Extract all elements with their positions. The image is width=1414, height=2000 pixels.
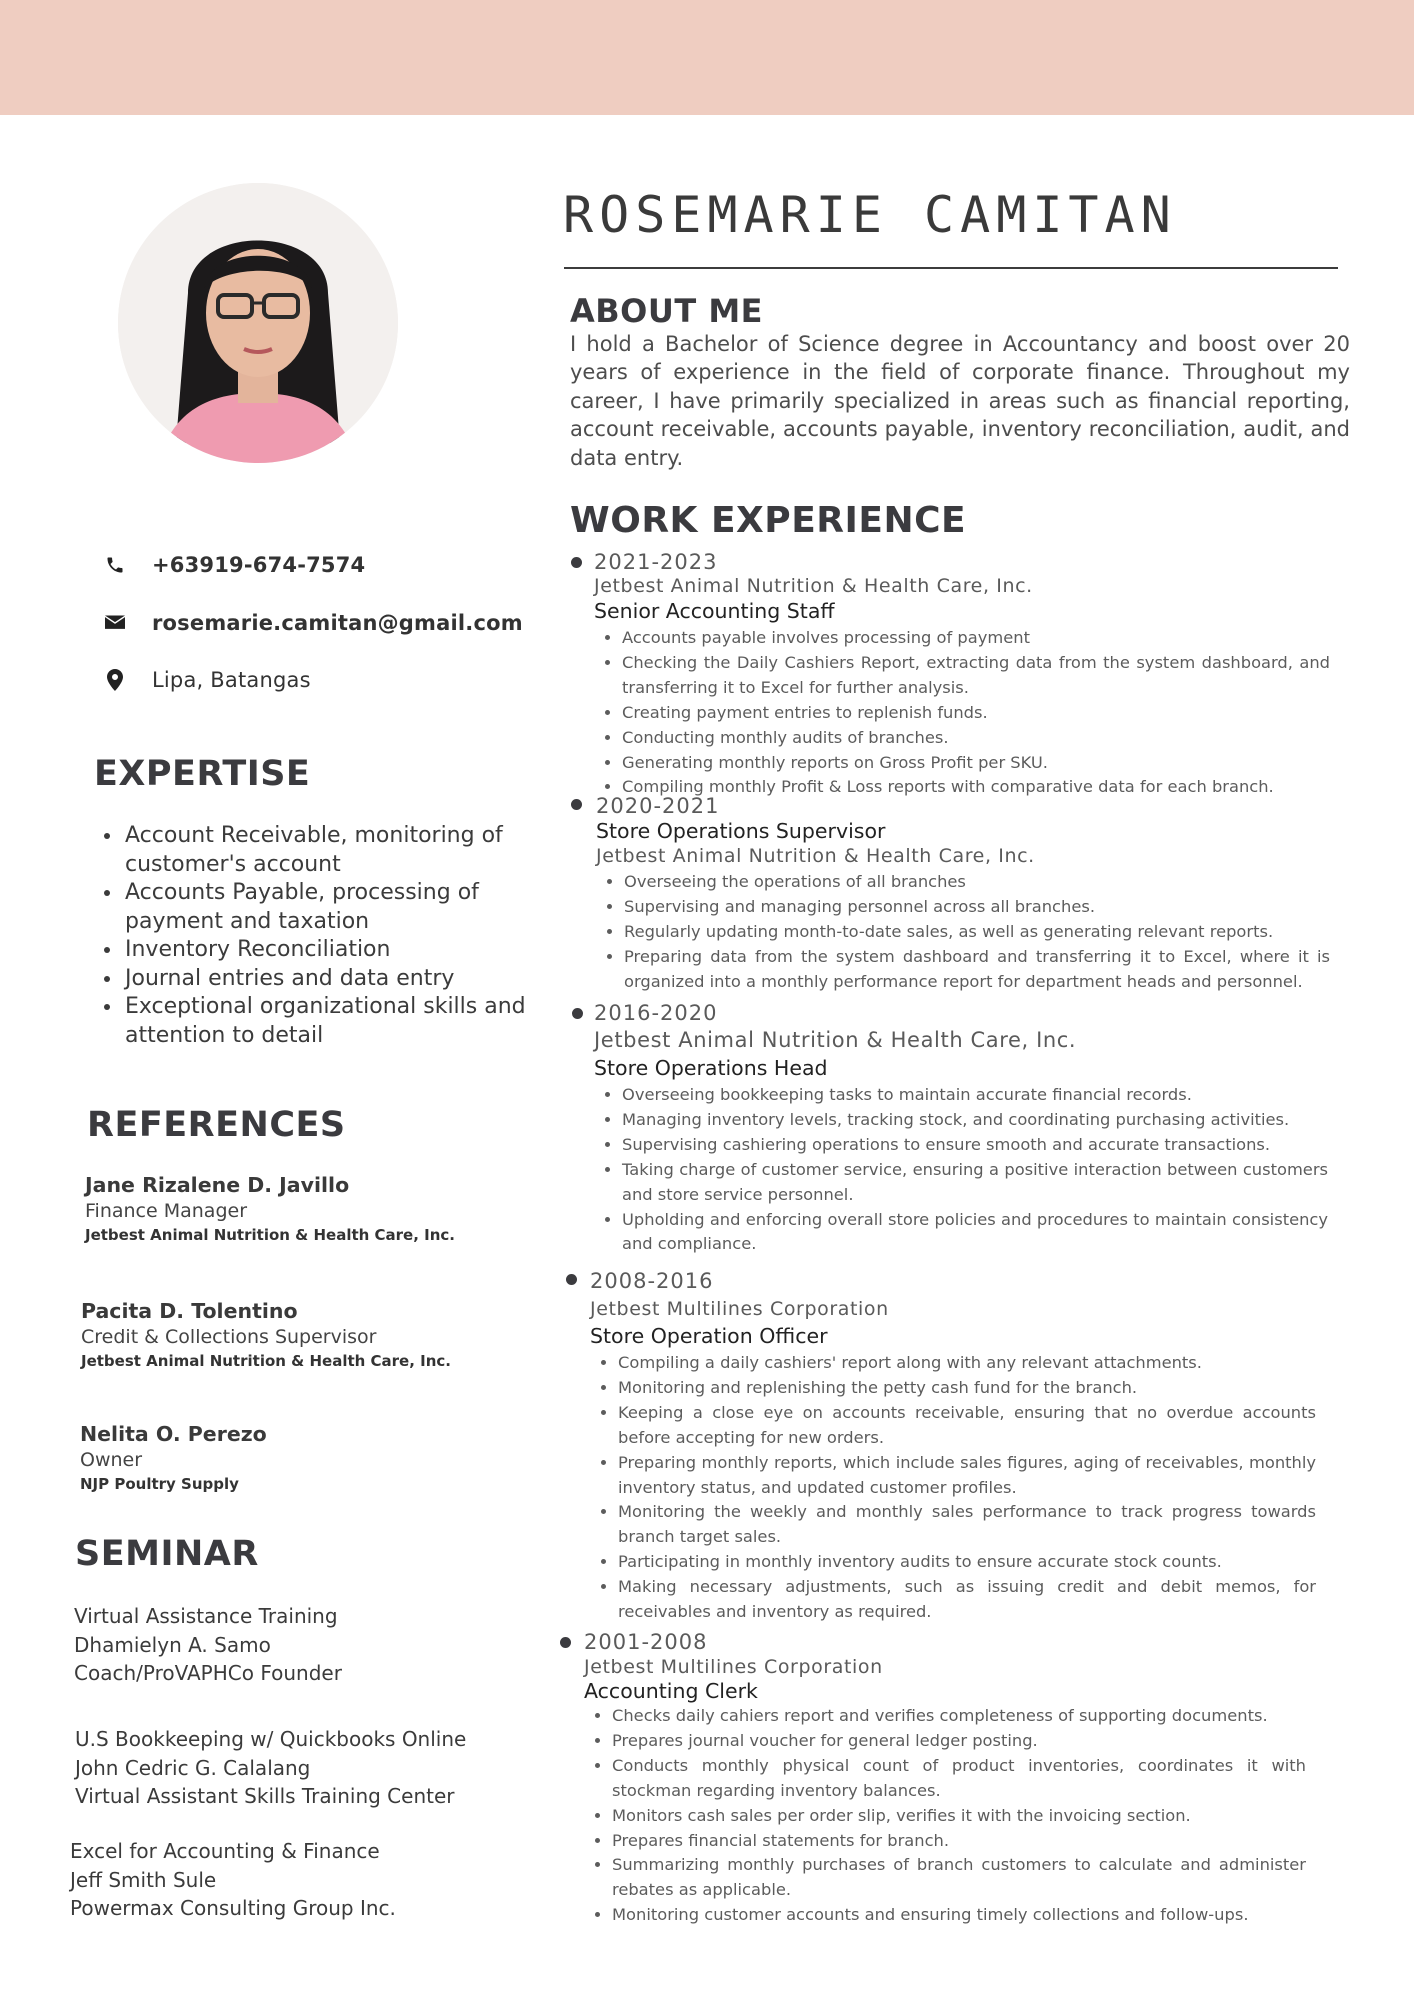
seminar-course: Virtual Assistance Training <box>74 1604 338 1628</box>
list-item: • Supervising cashiering operations to ensure smooth and accurate transactions. <box>622 1133 1328 1158</box>
candidate-name: ROSEMARIE CAMITAN <box>563 186 1177 244</box>
header-divider <box>564 267 1338 269</box>
seminar-speaker: Jeff Smith Sule <box>70 1867 217 1892</box>
job-role: Accounting Clerk <box>584 1679 758 1703</box>
reference-item <box>85 1171 455 1246</box>
reference-title: Finance Manager <box>85 1200 248 1222</box>
list-item: • Managing inventory levels, tracking stock, and coordinating purchasing activities. <box>622 1108 1328 1133</box>
list-item: • Preparing data from the system dashboard and transferring it to Excel, where it is organized into a monthly performance report for department heads and personnel. <box>624 945 1330 995</box>
email-address[interactable]: rosemarie.camitan@gmail.com <box>152 611 523 635</box>
job-years: 2021-2023 <box>594 550 718 574</box>
list-item: • Prepares financial statements for branch. <box>612 1829 1306 1854</box>
list-item: • Monitoring and replenishing the petty cash fund for the branch. <box>618 1376 1316 1401</box>
job-years: 2016-2020 <box>594 1001 718 1025</box>
about-text: I hold a Bachelor of Science degree in Accountancy and boost over 20 years of experience in the field of corporate finance. Throughout my career, I have primarily specialized in areas such as financial reporting, account receivable, accounts payable, inventory reconciliation, audit, and data entry. <box>570 332 1350 470</box>
job-duties <box>596 870 1330 995</box>
reference-name: Pacita D. Tolentino <box>81 1299 298 1323</box>
job-company: Jetbest Animal Nutrition & Health Care, Inc. <box>596 845 1035 867</box>
contact-phone <box>104 550 365 580</box>
expertise-list <box>95 822 543 1050</box>
reference-company: Jetbest Animal Nutrition & Health Care, Inc. <box>81 1352 451 1370</box>
list-item: • Keeping a close eye on accounts receivable, ensuring that no overdue accounts before accepting for new orders. <box>618 1401 1316 1451</box>
list-item: • Prepares journal voucher for general ledger posting. <box>612 1729 1306 1754</box>
job-years: 2020-2021 <box>596 794 720 818</box>
expertise-heading: EXPERTISE <box>94 754 311 794</box>
about-heading: ABOUT ME <box>570 292 764 330</box>
seminar-organization: Coach/ProVAPHCo Founder <box>74 1661 342 1685</box>
reference-company: Jetbest Animal Nutrition & Health Care, Inc. <box>85 1226 455 1244</box>
list-item: • Accounts Payable, processing of payment and taxation <box>123 879 543 936</box>
location: Lipa, Batangas <box>152 668 311 692</box>
list-item: • Checks daily cahiers report and verifies completeness of supporting documents. <box>612 1704 1306 1729</box>
reference-company: NJP Poultry Supply <box>80 1475 239 1493</box>
list-item: • Taking charge of customer service, ensuring a positive interaction between customers and store service personnel. <box>622 1158 1328 1208</box>
reference-item <box>80 1420 267 1495</box>
profile-photo <box>118 183 398 463</box>
contact-email <box>104 608 523 638</box>
job-company: Jetbest Multilines Corporation <box>590 1298 889 1320</box>
list-item: • Checking the Daily Cashiers Report, extracting data from the system dashboard, and transferring it to Excel for further analysis. <box>622 651 1330 701</box>
phone-icon <box>104 554 126 576</box>
list-item: • Preparing monthly reports, which include sales figures, aging of receivables, monthly inventory status, and updated customer profiles. <box>618 1451 1316 1501</box>
seminar-speaker: John Cedric G. Calalang <box>75 1755 311 1780</box>
list-item: • Accounts payable involves processing of payment <box>622 626 1330 651</box>
list-item: • Monitors cash sales per order slip, verifies it with the invoicing section. <box>612 1804 1306 1829</box>
list-item: • Overseeing the operations of all branches <box>624 870 1330 895</box>
reference-item <box>81 1297 451 1372</box>
list-item: • Making necessary adjustments, such as issuing credit and debit memos, for receivables and inventory as required. <box>618 1575 1316 1625</box>
job-years: 2008-2016 <box>590 1269 714 1293</box>
list-item: • Monitoring customer accounts and ensuring timely collections and follow-ups. <box>612 1903 1306 1928</box>
list-item: • Generating monthly reports on Gross Profit per SKU. <box>622 751 1330 776</box>
timeline-dot <box>572 1008 583 1019</box>
seminar-course: U.S Bookkeeping w/ Quickbooks Online <box>75 1727 467 1751</box>
timeline-dot <box>560 1637 571 1648</box>
list-item: • Supervising and managing personnel across all branches. <box>624 895 1330 920</box>
reference-name: Nelita O. Perezo <box>80 1422 267 1446</box>
timeline-dot <box>566 1274 577 1285</box>
job-entry <box>596 794 1330 995</box>
timeline-dot <box>571 557 582 568</box>
job-duties <box>594 1083 1328 1257</box>
job-duties <box>590 1351 1316 1625</box>
work-experience-heading: WORK EXPERIENCE <box>570 500 967 541</box>
list-item: • Creating payment entries to replenish funds. <box>622 701 1330 726</box>
reference-title: Credit & Collections Supervisor <box>81 1326 377 1348</box>
job-role: Store Operations Head <box>594 1056 828 1080</box>
list-item: • Exceptional organizational skills and attention to detail <box>123 993 543 1050</box>
job-duties <box>584 1704 1306 1928</box>
seminar-item <box>74 1602 342 1688</box>
seminar-organization: Powermax Consulting Group Inc. <box>70 1896 396 1920</box>
seminar-item <box>70 1837 396 1923</box>
job-role: Senior Accounting Staff <box>594 599 835 623</box>
envelope-icon <box>104 612 126 634</box>
timeline-dot <box>571 799 582 810</box>
list-item: • Conducts monthly physical count of product inventories, coordinates it with stockman regarding inventory balances. <box>612 1754 1306 1804</box>
job-role: Store Operations Supervisor <box>596 819 886 843</box>
job-years: 2001-2008 <box>584 1630 708 1654</box>
list-item: • Compiling a daily cashiers' report along with any relevant attachments. <box>618 1351 1316 1376</box>
list-item: • Participating in monthly inventory audits to ensure accurate stock counts. <box>618 1550 1316 1575</box>
job-duties <box>594 626 1330 800</box>
phone-number[interactable]: +63919-674-7574 <box>152 553 366 577</box>
job-company: Jetbest Animal Nutrition & Health Care, Inc. <box>594 1028 1077 1052</box>
location-pin-icon <box>104 669 126 691</box>
list-item: • Summarizing monthly purchases of branch customers to calculate and administer rebates as applicable. <box>612 1853 1306 1903</box>
seminar-speaker: Dhamielyn A. Samo <box>74 1632 271 1657</box>
seminar-heading: SEMINAR <box>75 1534 259 1574</box>
contact-location <box>104 665 311 695</box>
list-item: • Regularly updating month-to-date sales, as well as generating relevant reports. <box>624 920 1330 945</box>
job-company: Jetbest Animal Nutrition & Health Care, Inc. <box>594 575 1033 597</box>
list-item: • Inventory Reconciliation <box>123 936 543 965</box>
seminar-organization: Virtual Assistant Skills Training Center <box>75 1784 455 1808</box>
list-item: • Conducting monthly audits of branches. <box>622 726 1330 751</box>
list-item: • Journal entries and data entry <box>123 965 543 994</box>
job-entry <box>594 1001 1328 1257</box>
reference-name: Jane Rizalene D. Javillo <box>85 1173 350 1197</box>
list-item: • Upholding and enforcing overall store policies and procedures to maintain consistency and compliance. <box>622 1208 1328 1258</box>
list-item: • Monitoring the weekly and monthly sales performance to track progress towards branch target sales. <box>618 1500 1316 1550</box>
list-item: • Overseeing bookkeeping tasks to maintain accurate financial records. <box>622 1083 1328 1108</box>
job-role: Store Operation Officer <box>590 1324 828 1348</box>
seminar-item <box>75 1725 466 1811</box>
job-entry <box>594 550 1330 800</box>
list-item: • Account Receivable, monitoring of customer's account <box>123 822 543 879</box>
list-item: • Compiling monthly Profit & Loss reports with comparative data for each branch. <box>622 775 1330 800</box>
references-heading: REFERENCES <box>87 1105 346 1145</box>
header-band <box>0 0 1414 115</box>
job-entry <box>584 1630 1306 1928</box>
seminar-course: Excel for Accounting & Finance <box>70 1839 380 1863</box>
job-company: Jetbest Multilines Corporation <box>584 1656 883 1678</box>
job-entry <box>590 1267 1316 1625</box>
reference-title: Owner <box>80 1449 143 1471</box>
